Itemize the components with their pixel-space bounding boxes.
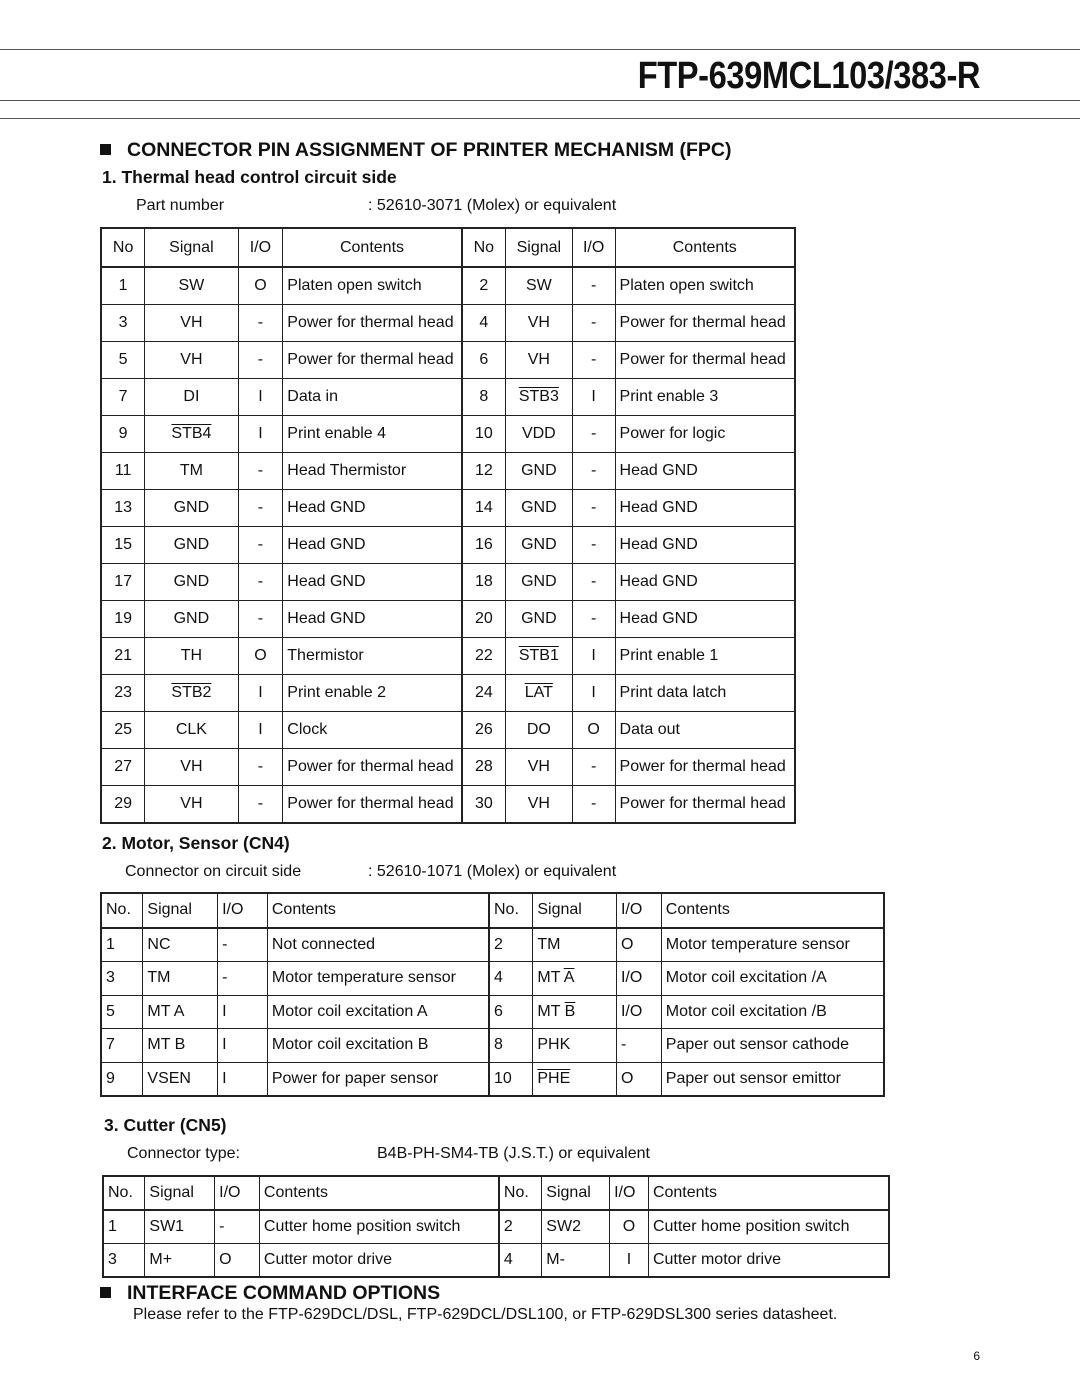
table-cell: GND bbox=[505, 601, 572, 638]
part-number-label: Part number bbox=[136, 197, 225, 214]
table-cell: Head GND bbox=[615, 601, 795, 638]
section-heading-connector bbox=[100, 139, 732, 162]
table-cell: 3 bbox=[103, 1244, 145, 1278]
header-rule-2 bbox=[0, 118, 1080, 119]
table-cell: Motor temperature sensor bbox=[661, 928, 884, 962]
table-cell: Motor coil excitation /B bbox=[661, 995, 884, 1029]
table-cell: Print enable 4 bbox=[283, 416, 462, 453]
table-cell: Power for thermal head bbox=[615, 342, 795, 379]
table-cell: 17 bbox=[101, 564, 145, 601]
table-cell: - bbox=[572, 786, 615, 824]
table-cell: 7 bbox=[101, 1029, 143, 1063]
table-cell: I bbox=[218, 995, 268, 1029]
active-low-signal: LAT bbox=[524, 684, 553, 701]
column-header: Contents bbox=[661, 893, 884, 928]
table-header-row bbox=[101, 893, 884, 928]
table-row bbox=[101, 995, 884, 1029]
table-cell: - bbox=[572, 601, 615, 638]
section-heading-interface bbox=[100, 1282, 440, 1305]
table-cell: 16 bbox=[462, 527, 506, 564]
table-row bbox=[101, 305, 795, 342]
table-cell: Platen open switch bbox=[615, 267, 795, 305]
table-cell bbox=[505, 379, 572, 416]
table-cell: - bbox=[616, 1029, 661, 1063]
table-cell: GND bbox=[145, 564, 238, 601]
table-cell: MT A bbox=[143, 995, 218, 1029]
table-cell: Paper out sensor cathode bbox=[661, 1029, 884, 1063]
table-cell: I bbox=[572, 675, 615, 712]
table-cell: 10 bbox=[462, 416, 506, 453]
table-cell: Head GND bbox=[615, 527, 795, 564]
table-cell: 1 bbox=[103, 1210, 145, 1244]
table-cell: 10 bbox=[489, 1062, 533, 1096]
column-header: No bbox=[462, 228, 506, 267]
table-cell: DO bbox=[505, 712, 572, 749]
table-cell: - bbox=[572, 749, 615, 786]
cutter-pin-table bbox=[102, 1175, 890, 1278]
table-cell: 21 bbox=[101, 638, 145, 675]
table-row bbox=[101, 1062, 884, 1096]
table-cell: O bbox=[610, 1210, 649, 1244]
table-cell: VH bbox=[505, 786, 572, 824]
table-row bbox=[101, 490, 795, 527]
table-cell: GND bbox=[505, 527, 572, 564]
subsection-heading-motor: 2. Motor, Sensor (CN4) bbox=[102, 833, 290, 853]
column-header: I/O bbox=[572, 228, 615, 267]
connector-type-value: B4B-PH-SM4-TB (J.S.T.) or equivalent bbox=[377, 1145, 650, 1162]
table-cell: - bbox=[572, 342, 615, 379]
table-cell: VH bbox=[505, 749, 572, 786]
table-cell: I bbox=[238, 379, 283, 416]
table-cell: I bbox=[238, 416, 283, 453]
table-cell: - bbox=[238, 749, 283, 786]
table-cell: GND bbox=[505, 564, 572, 601]
table-cell: Cutter home position switch bbox=[648, 1210, 889, 1244]
table-cell: SW bbox=[145, 267, 238, 305]
table-cell: 24 bbox=[462, 675, 506, 712]
table-row bbox=[101, 267, 795, 305]
table-cell: Motor coil excitation /A bbox=[661, 962, 884, 996]
table-cell: 27 bbox=[101, 749, 145, 786]
connector-label-cn4: Connector on circuit side bbox=[125, 863, 302, 880]
table-cell: Print enable 3 bbox=[615, 379, 795, 416]
column-header: I/O bbox=[238, 228, 283, 267]
table-cell: I bbox=[218, 1062, 268, 1096]
table-cell: I bbox=[238, 675, 283, 712]
table-cell: - bbox=[238, 490, 283, 527]
table-row bbox=[101, 527, 795, 564]
table-cell: Power for thermal head bbox=[283, 749, 462, 786]
column-header: Signal bbox=[143, 893, 218, 928]
column-header: No. bbox=[499, 1176, 542, 1210]
cutter-pin-table-body bbox=[103, 1176, 889, 1277]
table-cell: - bbox=[572, 453, 615, 490]
table-cell: Motor temperature sensor bbox=[267, 962, 489, 996]
page-number: 6 bbox=[973, 1349, 980, 1363]
table-cell: VH bbox=[505, 305, 572, 342]
table-cell: TM bbox=[145, 453, 238, 490]
table-cell: MT B bbox=[143, 1029, 218, 1063]
header-rule-1 bbox=[0, 100, 1080, 101]
table-cell: Motor coil excitation B bbox=[267, 1029, 489, 1063]
table-cell: VSEN bbox=[143, 1062, 218, 1096]
table-cell: 4 bbox=[499, 1244, 542, 1278]
table-row bbox=[101, 453, 795, 490]
table-cell: - bbox=[238, 786, 283, 824]
active-low-signal: B bbox=[564, 1002, 576, 1020]
column-header: I/O bbox=[616, 893, 661, 928]
table-cell: 23 bbox=[101, 675, 145, 712]
table-row bbox=[103, 1210, 889, 1244]
table-cell: Head GND bbox=[615, 490, 795, 527]
column-header: Contents bbox=[259, 1176, 499, 1210]
table-cell: 9 bbox=[101, 1062, 143, 1096]
table-cell: 9 bbox=[101, 416, 145, 453]
document-title: FTP-639MCL103/383-R bbox=[637, 55, 980, 97]
column-header: Contents bbox=[648, 1176, 889, 1210]
motor-sensor-pin-table bbox=[100, 892, 885, 1097]
table-cell: O bbox=[215, 1244, 260, 1278]
table-cell: Power for paper sensor bbox=[267, 1062, 489, 1096]
column-header: Contents bbox=[283, 228, 462, 267]
connector-value-cn4: : 52610-1071 (Molex) or equivalent bbox=[368, 863, 617, 880]
table-cell: - bbox=[572, 305, 615, 342]
table-cell bbox=[145, 416, 238, 453]
table-row bbox=[101, 638, 795, 675]
table-cell bbox=[505, 638, 572, 675]
table-cell: 3 bbox=[101, 305, 145, 342]
table-cell: Head GND bbox=[283, 527, 462, 564]
table-cell: 2 bbox=[499, 1210, 542, 1244]
table-cell: 7 bbox=[101, 379, 145, 416]
table-row bbox=[101, 416, 795, 453]
column-header: No. bbox=[103, 1176, 145, 1210]
table-row bbox=[101, 749, 795, 786]
table-cell: CLK bbox=[145, 712, 238, 749]
table-cell: - bbox=[572, 267, 615, 305]
active-low-signal: STB1 bbox=[518, 647, 559, 664]
table-cell: 2 bbox=[462, 267, 506, 305]
table-cell: M- bbox=[542, 1244, 610, 1278]
table-cell: 26 bbox=[462, 712, 506, 749]
table-cell: M+ bbox=[145, 1244, 215, 1278]
table-cell: 2 bbox=[489, 928, 533, 962]
table-cell: SW2 bbox=[542, 1210, 610, 1244]
active-low-signal: STB2 bbox=[171, 684, 212, 701]
section-title-interface: INTERFACE COMMAND OPTIONS bbox=[127, 1282, 441, 1304]
table-cell: 13 bbox=[101, 490, 145, 527]
column-header: Signal bbox=[145, 228, 238, 267]
table-cell: GND bbox=[145, 527, 238, 564]
table-row bbox=[101, 342, 795, 379]
table-header-row bbox=[101, 228, 795, 267]
active-low-signal: STB3 bbox=[518, 388, 559, 405]
table-cell: 28 bbox=[462, 749, 506, 786]
table-cell: - bbox=[572, 564, 615, 601]
table-cell: 5 bbox=[101, 342, 145, 379]
thermal-head-pin-table bbox=[100, 227, 796, 824]
table-row bbox=[101, 1029, 884, 1063]
table-cell: TM bbox=[533, 928, 617, 962]
table-cell: Cutter motor drive bbox=[648, 1244, 889, 1278]
table-cell: VH bbox=[505, 342, 572, 379]
table-row bbox=[101, 962, 884, 996]
table-cell: 12 bbox=[462, 453, 506, 490]
table-row bbox=[103, 1244, 889, 1278]
table-cell: - bbox=[215, 1210, 260, 1244]
table-cell: I bbox=[610, 1244, 649, 1278]
table-cell bbox=[505, 675, 572, 712]
table-cell: 8 bbox=[462, 379, 506, 416]
thermal-head-pin-table-body bbox=[101, 228, 795, 823]
table-cell: Head GND bbox=[283, 601, 462, 638]
column-header: No bbox=[101, 228, 145, 267]
table-cell: - bbox=[238, 527, 283, 564]
table-cell: Clock bbox=[283, 712, 462, 749]
table-cell: Thermistor bbox=[283, 638, 462, 675]
signal-prefix: MT bbox=[537, 1002, 565, 1020]
signal-prefix: MT bbox=[537, 969, 564, 987]
table-header-row bbox=[103, 1176, 889, 1210]
table-cell: 19 bbox=[101, 601, 145, 638]
column-header: I/O bbox=[218, 893, 268, 928]
table-cell: O bbox=[238, 638, 283, 675]
table-cell: Cutter home position switch bbox=[259, 1210, 499, 1244]
table-cell: Power for thermal head bbox=[283, 786, 462, 824]
motor-sensor-pin-table-body bbox=[101, 893, 884, 1096]
table-cell: 15 bbox=[101, 527, 145, 564]
table-cell: - bbox=[238, 305, 283, 342]
table-cell: I/O bbox=[616, 962, 661, 996]
subsection-heading-thermal: 1. Thermal head control circuit side bbox=[102, 167, 397, 187]
active-low-signal: A bbox=[563, 969, 575, 987]
table-cell: O bbox=[616, 1062, 661, 1096]
table-cell: VH bbox=[145, 305, 238, 342]
table-cell: 29 bbox=[101, 786, 145, 824]
interface-reference-text: Please refer to the FTP-629DCL/DSL, FTP-629DCL/DSL100, or FTP-629DSL300 series datasheet. bbox=[133, 1306, 838, 1323]
column-header: I/O bbox=[610, 1176, 649, 1210]
table-cell bbox=[533, 1062, 617, 1096]
column-header: Signal bbox=[533, 893, 617, 928]
table-cell bbox=[145, 675, 238, 712]
column-header: Signal bbox=[145, 1176, 215, 1210]
table-cell: Cutter motor drive bbox=[259, 1244, 499, 1278]
table-cell: I/O bbox=[616, 995, 661, 1029]
table-cell: Motor coil excitation A bbox=[267, 995, 489, 1029]
table-cell: Print enable 2 bbox=[283, 675, 462, 712]
table-cell: 18 bbox=[462, 564, 506, 601]
table-cell: GND bbox=[145, 601, 238, 638]
table-cell: 5 bbox=[101, 995, 143, 1029]
table-cell: NC bbox=[143, 928, 218, 962]
table-cell: 6 bbox=[462, 342, 506, 379]
table-cell: Data in bbox=[283, 379, 462, 416]
table-cell: Data out bbox=[615, 712, 795, 749]
table-cell: GND bbox=[505, 453, 572, 490]
table-row bbox=[101, 379, 795, 416]
table-cell: SW bbox=[505, 267, 572, 305]
table-cell: - bbox=[218, 928, 268, 962]
table-cell: 1 bbox=[101, 928, 143, 962]
table-cell: 22 bbox=[462, 638, 506, 675]
table-cell: 14 bbox=[462, 490, 506, 527]
table-row bbox=[101, 928, 884, 962]
column-header: Contents bbox=[615, 228, 795, 267]
table-cell: Platen open switch bbox=[283, 267, 462, 305]
table-cell: Head Thermistor bbox=[283, 453, 462, 490]
table-cell: O bbox=[616, 928, 661, 962]
table-cell: Print enable 1 bbox=[615, 638, 795, 675]
bullet-square-icon bbox=[100, 144, 111, 155]
table-cell: 25 bbox=[101, 712, 145, 749]
column-header: No. bbox=[489, 893, 533, 928]
subsection-heading-cutter: 3. Cutter (CN5) bbox=[104, 1115, 227, 1135]
table-row bbox=[101, 712, 795, 749]
table-cell: PHK bbox=[533, 1029, 617, 1063]
table-cell: Head GND bbox=[283, 564, 462, 601]
table-cell: Head GND bbox=[615, 453, 795, 490]
section-title: CONNECTOR PIN ASSIGNMENT OF PRINTER MECHANISM (FPC) bbox=[127, 139, 732, 161]
table-cell: O bbox=[238, 267, 283, 305]
table-cell: Head GND bbox=[283, 490, 462, 527]
table-cell: O bbox=[572, 712, 615, 749]
table-cell: Not connected bbox=[267, 928, 489, 962]
table-cell: I bbox=[218, 1029, 268, 1063]
table-cell: - bbox=[238, 601, 283, 638]
table-cell: 30 bbox=[462, 786, 506, 824]
table-cell: - bbox=[218, 962, 268, 996]
table-cell bbox=[533, 962, 617, 996]
connector-type-label: Connector type: bbox=[127, 1145, 240, 1162]
table-cell: VDD bbox=[505, 416, 572, 453]
column-header: Signal bbox=[542, 1176, 610, 1210]
column-header: Contents bbox=[267, 893, 489, 928]
column-header: Signal bbox=[505, 228, 572, 267]
table-cell: Head GND bbox=[615, 564, 795, 601]
table-row bbox=[101, 786, 795, 824]
column-header: I/O bbox=[215, 1176, 260, 1210]
table-cell: Power for thermal head bbox=[615, 749, 795, 786]
table-cell: - bbox=[238, 453, 283, 490]
table-cell: I bbox=[572, 379, 615, 416]
table-cell: GND bbox=[505, 490, 572, 527]
table-row bbox=[101, 601, 795, 638]
table-cell: - bbox=[238, 564, 283, 601]
top-rule bbox=[0, 49, 1080, 50]
part-number-value: : 52610-3071 (Molex) or equivalent bbox=[368, 197, 617, 214]
table-cell: Paper out sensor emittor bbox=[661, 1062, 884, 1096]
table-cell: 4 bbox=[489, 962, 533, 996]
table-cell: Print data latch bbox=[615, 675, 795, 712]
table-cell: DI bbox=[145, 379, 238, 416]
table-cell: Power for thermal head bbox=[615, 786, 795, 824]
table-cell: - bbox=[572, 416, 615, 453]
table-cell: 3 bbox=[101, 962, 143, 996]
table-cell: TH bbox=[145, 638, 238, 675]
table-cell: TM bbox=[143, 962, 218, 996]
table-cell: VH bbox=[145, 786, 238, 824]
table-cell: I bbox=[572, 638, 615, 675]
table-cell: - bbox=[572, 490, 615, 527]
table-cell: I bbox=[238, 712, 283, 749]
table-cell: Power for thermal head bbox=[283, 305, 462, 342]
table-row bbox=[101, 675, 795, 712]
active-low-signal: PHE bbox=[537, 1069, 571, 1087]
column-header: No. bbox=[101, 893, 143, 928]
table-cell: 20 bbox=[462, 601, 506, 638]
table-cell: Power for thermal head bbox=[283, 342, 462, 379]
table-cell: VH bbox=[145, 342, 238, 379]
table-cell: - bbox=[572, 527, 615, 564]
table-cell: GND bbox=[145, 490, 238, 527]
table-cell: 4 bbox=[462, 305, 506, 342]
table-cell: 11 bbox=[101, 453, 145, 490]
bullet-square-icon bbox=[100, 1287, 111, 1298]
active-low-signal: STB4 bbox=[171, 425, 212, 442]
table-cell: SW1 bbox=[145, 1210, 215, 1244]
table-cell: 6 bbox=[489, 995, 533, 1029]
table-cell bbox=[533, 995, 617, 1029]
table-cell: Power for logic bbox=[615, 416, 795, 453]
table-cell: - bbox=[238, 342, 283, 379]
table-row bbox=[101, 564, 795, 601]
table-cell: VH bbox=[145, 749, 238, 786]
table-cell: 1 bbox=[101, 267, 145, 305]
table-cell: Power for thermal head bbox=[615, 305, 795, 342]
table-cell: 8 bbox=[489, 1029, 533, 1063]
